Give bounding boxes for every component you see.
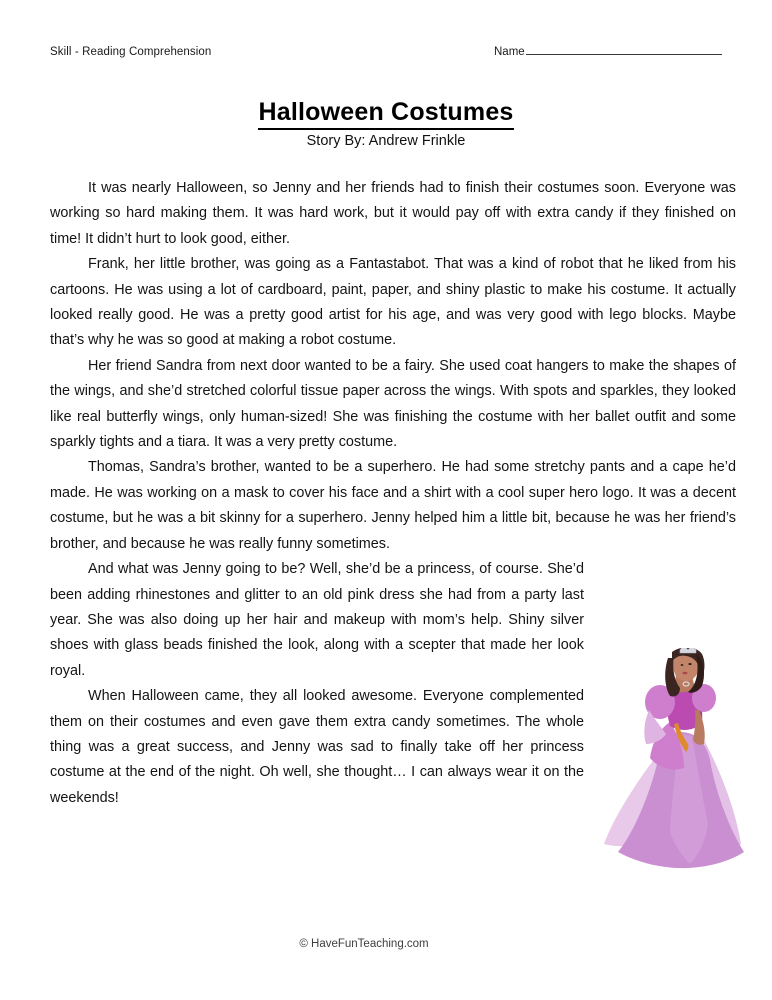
illustration-text-wrap-spacer [584,563,736,795]
name-label: Name [494,46,525,58]
story-paragraph: It was nearly Halloween, so Jenny and her friends had to finish their costumes soon. Everyone was working so hard making them. It was hard work, but it would pay off with extra candy if they finished on time! It didn’t hurt to look good, either. [50,180,736,247]
page-title: Halloween Costumes [258,98,513,130]
story-paragraph: And what was Jenny going to be? Well, she’d be a princess, of course. She’d been adding rhinestones and glitter to an old pink dress she had from a party last year. She was also doing up her hair and makeup with mom’s help. Shiny silver shoes with glass beads finished the look, along with a scepter that made her look royal. [50,561,584,679]
story-byline: Story By: Andrew Frinkle [306,133,466,149]
story-body [50,176,736,811]
name-input-line[interactable] [526,44,722,55]
page-title-wrap [0,98,772,130]
story-paragraph: Her friend Sandra from next door wanted to be a fairy. She used coat hangers to make the shapes of the wings, and she’d stretched colorful tissue paper across the wings. With spots and sparkles, they looked like real butterfly wings, only human-sized! She was finishing the costume with her ballet outfit and some sparkly tights and a tiara. It was a very pretty costume. [50,357,736,451]
name-field-group [494,44,722,58]
story-paragraph: Thomas, Sandra’s brother, wanted to be a superhero. He had some stretchy pants and a cape he’d made. He was working on a mask to cover his face and a shirt with a cool super hero logo. It was a decent costume, but he was a bit skinny for a superhero. Jenny helped him a little bit, because he was her friend’s brother, and because he was really funny sometimes. [50,459,736,552]
footer [0,938,772,950]
worksheet-header [50,44,722,64]
story-paragraph: Frank, her little brother, was going as a Fantastabot. That was a kind of robot that he liked from his cartoons. He was using a lot of cardboard, paint, paper, and shiny plastic to make his costume. It actually looked really good. He was a pretty good artist for his age, and was very good with lego blocks. Maybe that’s why he was so good at making a robot costume. [50,256,736,349]
footer-copyright: © HaveFunTeaching.com [299,938,429,950]
skill-label: Skill - Reading Comprehension [50,46,212,58]
story-paragraph: When Halloween came, they all looked awesome. Everyone complemented them on their costumes and even gave them extra candy sometimes. The whole thing was a great success, and Jenny was sad to finally take off her princess costume at the end of the night. Oh well, she thought… I can always wear it on the weekends! [50,688,584,806]
